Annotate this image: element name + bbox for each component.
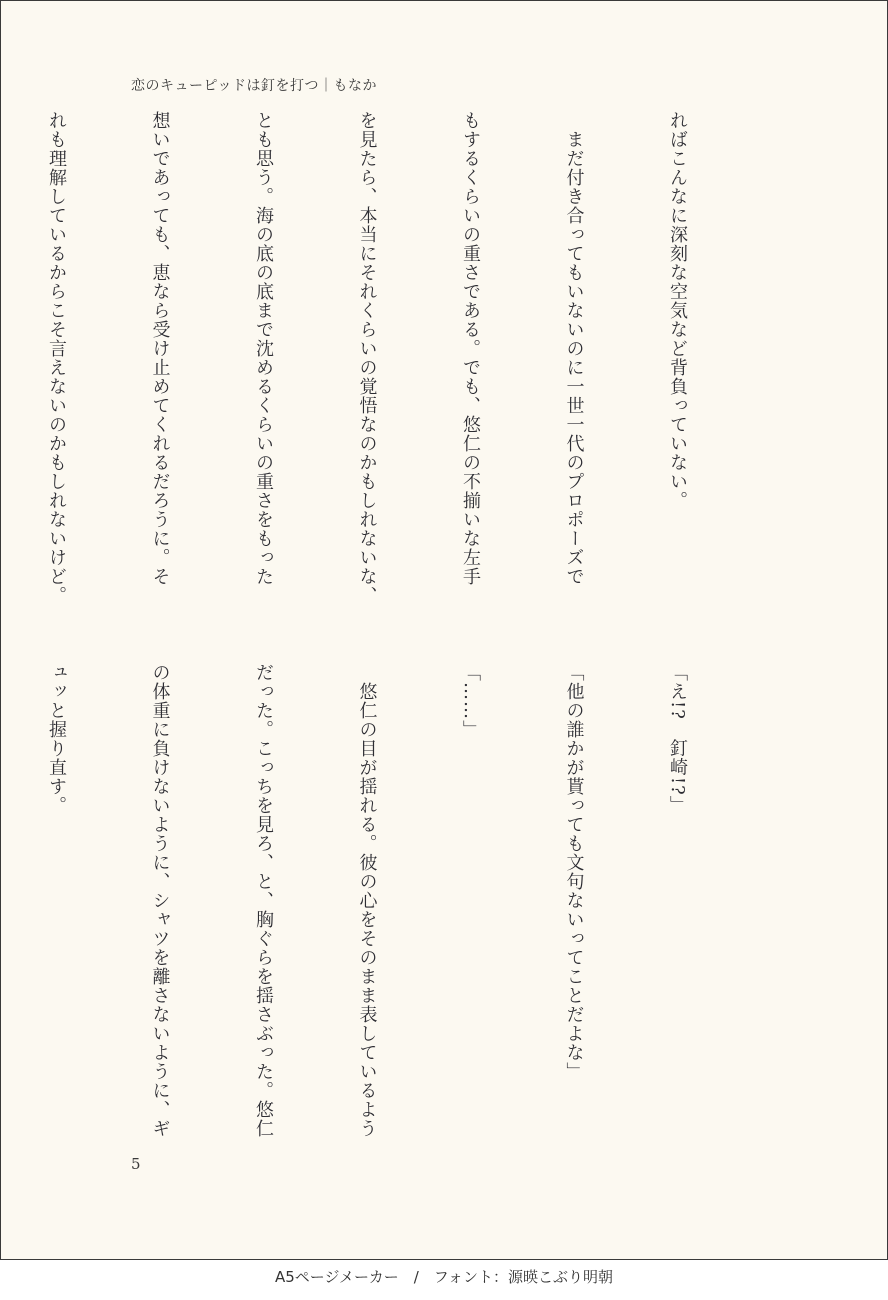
text-line: ュッと握り直す。 [46,663,67,815]
running-header: 恋のキューピッドは釘を打つ｜もなか [131,78,377,94]
text-line: 「……」 [460,663,481,739]
footer-credit: A5ページメーカー / フォント：源暎こぶり明朝 [274,1268,614,1286]
text-line: ればこんなに深刻な空気など背負っていない。 [667,111,688,510]
text-line: もするくらいの重さである。でも、悠仁の不揃いな左手 [460,111,481,586]
text-line: の体重に負けないように、シャツを離さないように、ギ [149,663,171,1138]
text-line: 想いであっても、恵なら受け止めてくれるだろうに。そ [149,111,171,586]
text-block-upper [0,111,763,611]
text-block-lower [0,663,763,1143]
text-line: 「他の誰かが貰っても文句ないってことだよな」 [563,663,585,1081]
page-number: 5 [131,1155,141,1173]
text-line: 悠仁の目が揺れる。彼の心をそのまま表しているよう [356,663,378,1138]
text-line: だった。こっちを見ろ、と、胸ぐらを揺さぶった。悠仁 [253,663,274,1138]
text-line: を見たら、本当にそれくらいの覚悟なのかもしれないな、 [356,111,378,605]
text-line: とも思う。海の底の底まで沈めるくらいの重さをもった [253,111,274,586]
text-line: れも理解しているからこそ言えないのかもしれないけど。 [46,111,67,605]
text-line: 「え!? 釘崎!?」 [667,663,688,815]
text-line: まだ付き合ってもいないのに一世一代のプロポーズで [563,111,585,586]
